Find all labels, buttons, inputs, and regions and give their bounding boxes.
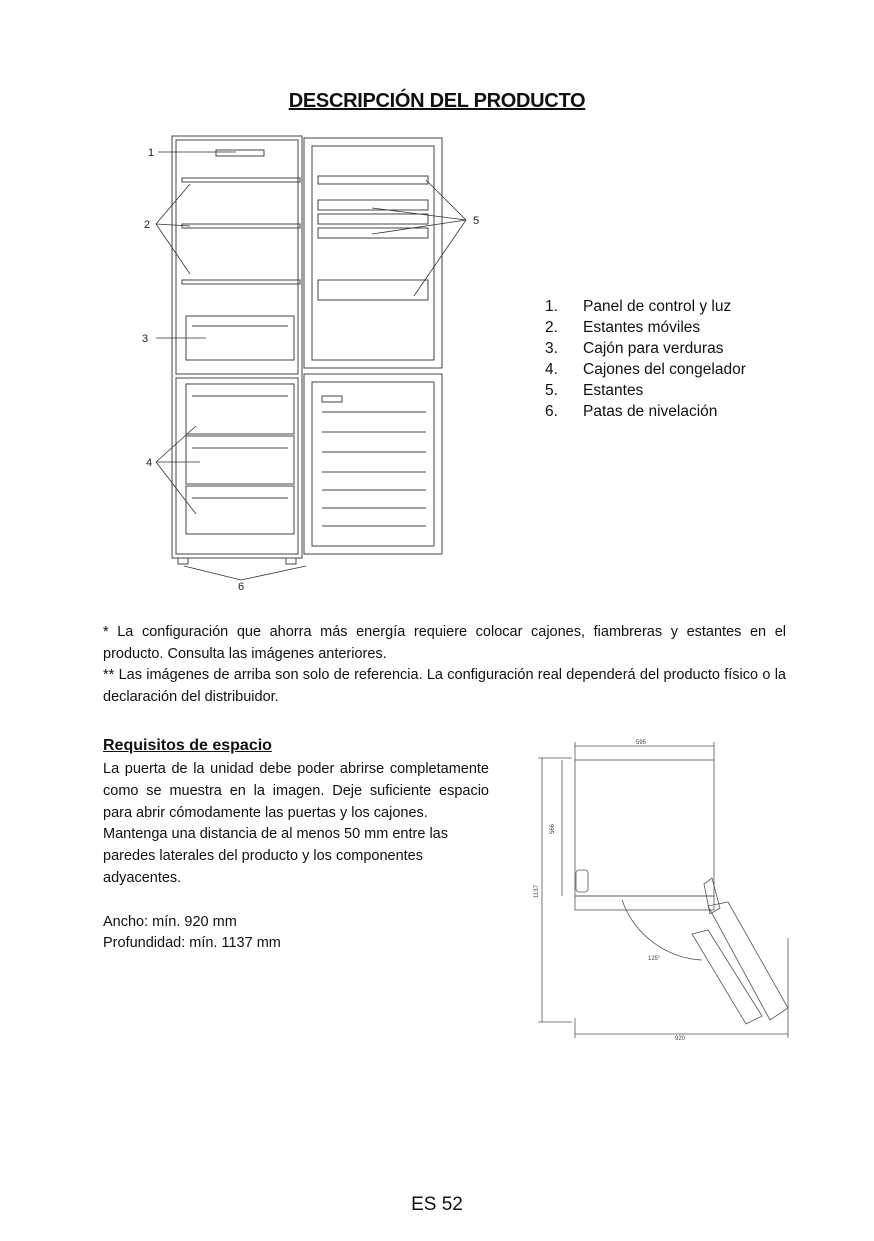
space-paragraph-1: La puerta de la unidad debe poder abrirse completamente como se muestra en la imagen. Deje suficiente espacio para abrir cómodamente las puertas y los cajones. <box>103 761 489 821</box>
space-requirements-body <box>103 759 489 955</box>
space-paragraph-2: Mantenga una distancia de al menos 50 mm entre las paredes laterales del producto y los componentes adyacentes. <box>103 826 448 886</box>
callout-6: 6 <box>238 581 245 593</box>
leader-lines <box>156 152 466 580</box>
dim-bottom: 920 <box>675 1036 686 1040</box>
fridge-diagram <box>136 130 496 596</box>
dim-total: 1137 <box>534 885 540 898</box>
cabinet-top-view <box>575 760 714 896</box>
space-requirements-title: Requisitos de espacio <box>103 737 272 754</box>
dim-angle: 125° <box>648 956 661 962</box>
dim-inner: 566 <box>550 823 556 834</box>
list-item: 1. Panel de control y luz <box>545 298 732 315</box>
door-hinge-area <box>575 896 714 910</box>
door-shelves <box>318 176 428 300</box>
list-item: 5. Estantes <box>545 382 644 399</box>
list-item: 6. Patas de nivelación <box>545 403 718 420</box>
page-number: ES 52 <box>411 1194 463 1215</box>
fridge-door <box>304 138 442 368</box>
leveling-foot <box>178 558 188 564</box>
cabinet-body <box>172 136 302 558</box>
note-reference: ** Las imágenes de arriba son solo de referencia. La configuración real dependerá del producto físico o la declaración del distribuidor. <box>103 667 786 705</box>
list-item: 4. Cajones del congelador <box>545 361 746 378</box>
control-panel <box>216 150 264 156</box>
list-item: 2. Estantes móviles <box>545 319 701 336</box>
callout-2: 2 <box>144 219 151 231</box>
min-depth: Profundidad: mín. 1137 mm <box>103 935 281 952</box>
dim-top: 595 <box>636 740 647 746</box>
list-item: 3. Cajón para verduras <box>545 340 724 357</box>
movable-shelves <box>182 178 300 284</box>
callout-1: 1 <box>148 147 155 159</box>
note-energy: * La configuración que ahorra más energía requiere colocar cajones, fiambreras y estantes en el producto. Consulta las imágenes anteriores. <box>103 624 786 662</box>
space-diagram <box>532 738 794 1040</box>
callout-5: 5 <box>473 215 480 227</box>
open-door <box>708 902 788 1020</box>
notes <box>103 622 786 708</box>
leveling-foot <box>286 558 296 564</box>
min-width: Ancho: mín. 920 mm <box>103 913 237 930</box>
freezer-door-rails <box>322 412 426 526</box>
freezer-door <box>304 374 442 554</box>
freezer-drawers <box>186 384 294 534</box>
callout-4: 4 <box>146 457 153 469</box>
parts-list <box>545 296 746 422</box>
page-title: DESCRIPCIÓN DEL PRODUCTO <box>288 90 586 112</box>
callout-3: 3 <box>142 333 149 345</box>
